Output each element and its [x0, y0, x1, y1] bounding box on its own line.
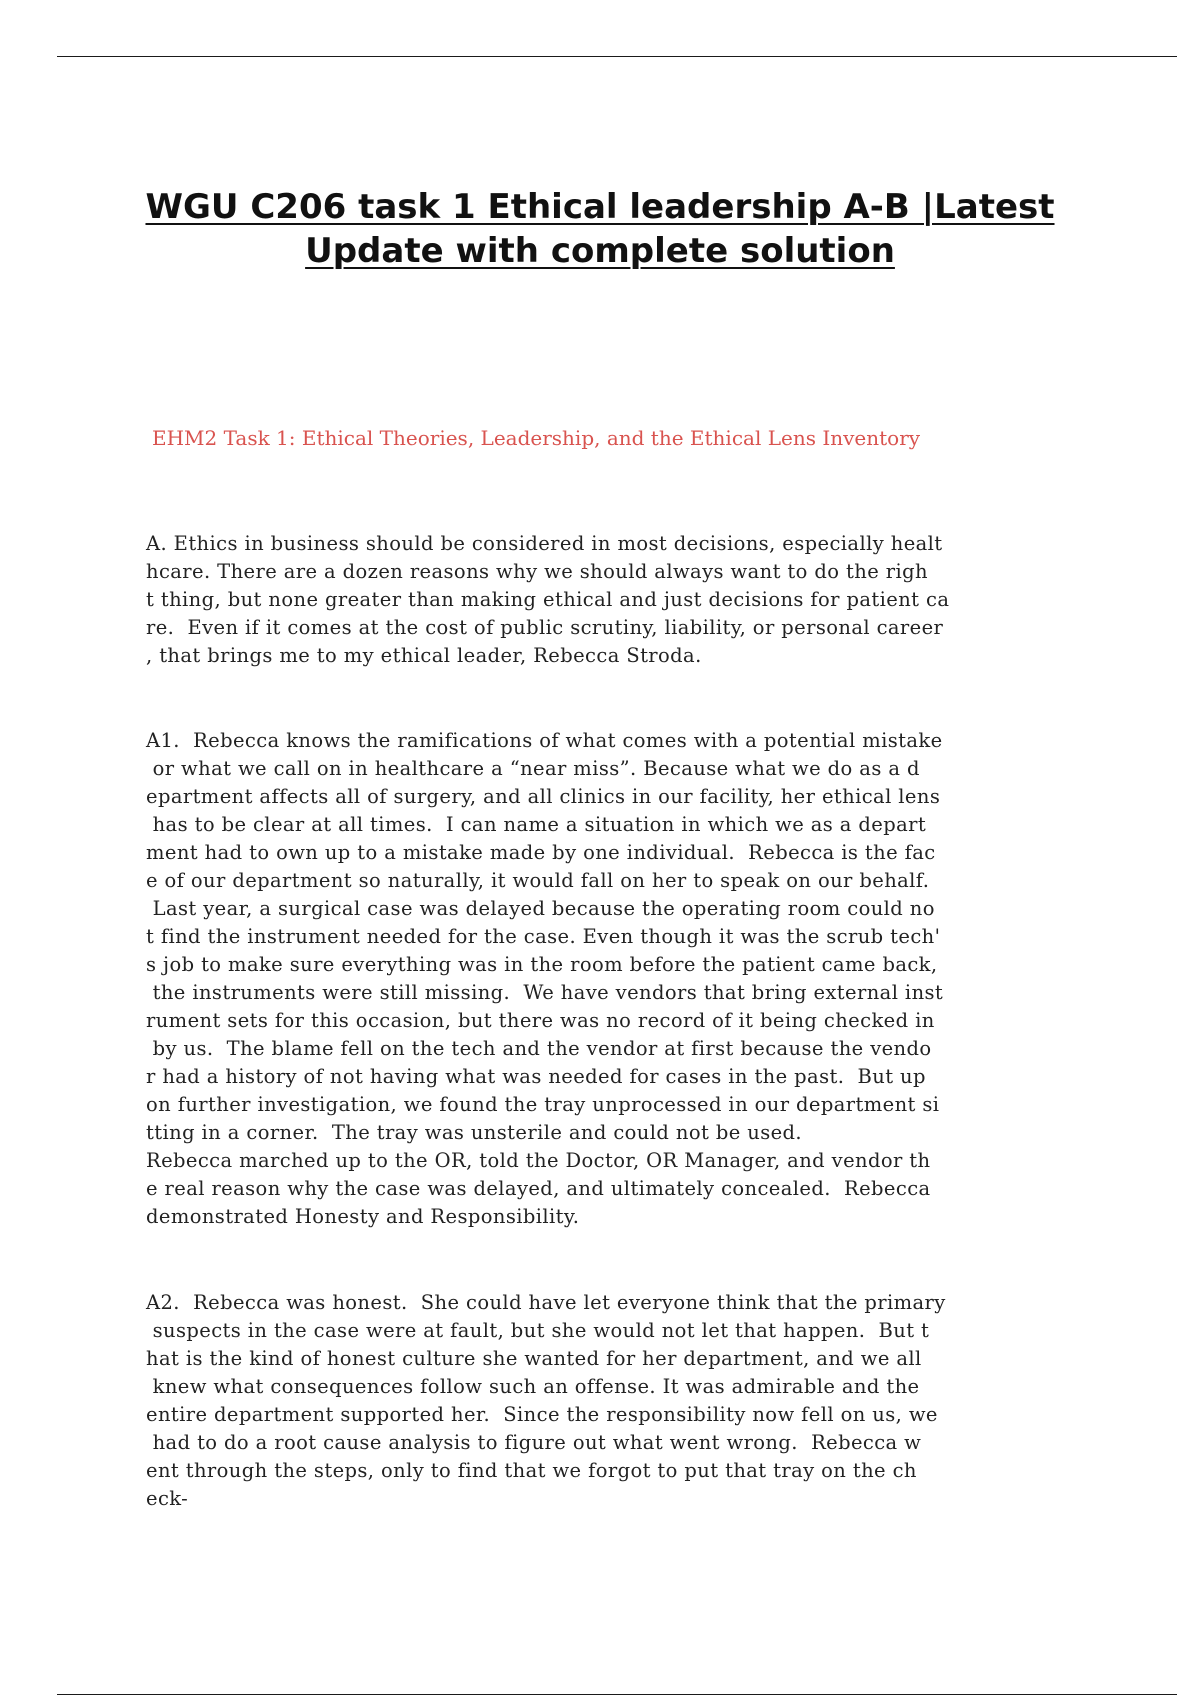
text-line: e real reason why the case was delayed, and ultimately concealed. Rebecca	[146, 1177, 931, 1200]
text-line: t find the instrument needed for the case. Even though it was the scrub tech'	[146, 925, 941, 948]
text-line: or what we call on in healthcare a “near miss”. Because what we do as a d	[146, 757, 920, 780]
paragraph-a2	[146, 1289, 1090, 1513]
bottom-rule	[57, 1694, 1177, 1695]
text-line: A1. Rebecca knows the ramifications of what comes with a potential mistake	[146, 729, 943, 752]
text-line: rument sets for this occasion, but there was no record of it being checked in	[146, 1009, 935, 1032]
section-subtitle: EHM2 Task 1: Ethical Theories, Leadership, and the Ethical Lens Inventory	[152, 426, 921, 450]
title-line-2: Update with complete solution	[305, 231, 895, 271]
text-line: A. Ethics in business should be considered in most decisions, especially healt	[146, 532, 943, 555]
text-line: has to be clear at all times. I can name a situation in which we as a depart	[146, 813, 927, 836]
text-line: entire department supported her. Since the responsibility now fell on us, we	[146, 1403, 938, 1426]
text-line: on further investigation, we found the tray unprocessed in our department si	[146, 1093, 940, 1116]
text-line: eck-	[146, 1487, 189, 1510]
text-line: hat is the kind of honest culture she wanted for her department, and we all	[146, 1347, 922, 1370]
text-line: suspects in the case were at fault, but she would not let that happen. But t	[146, 1319, 930, 1342]
text-line: knew what consequences follow such an offense. It was admirable and the	[146, 1375, 920, 1398]
text-line: ent through the steps, only to find that we forgot to put that tray on the ch	[146, 1459, 917, 1482]
text-line: , that brings me to my ethical leader, Rebecca Stroda.	[146, 644, 702, 667]
text-line: demonstrated Honesty and Responsibility.	[146, 1205, 580, 1228]
text-line: epartment affects all of surgery, and all clinics in our facility, her ethical lens	[146, 785, 941, 808]
text-line: by us. The blame fell on the tech and the vendor at first because the vendo	[146, 1037, 932, 1060]
text-line: hcare. There are a dozen reasons why we should always want to do the righ	[146, 560, 928, 583]
text-line: e of our department so naturally, it would fall on her to speak on our behalf.	[146, 869, 930, 892]
text-line: r had a history of not having what was needed for cases in the past. But up	[146, 1065, 926, 1088]
text-line: ment had to own up to a mistake made by one individual. Rebecca is the fac	[146, 841, 936, 864]
text-line: t thing, but none greater than making ethical and just decisions for patient ca	[146, 588, 950, 611]
document-title	[100, 185, 1100, 273]
text-line: had to do a root cause analysis to figure out what went wrong. Rebecca w	[146, 1431, 922, 1454]
paragraph-a	[146, 530, 1090, 670]
text-line: the instruments were still missing. We have vendors that bring external inst	[146, 981, 944, 1004]
text-line: A2. Rebecca was honest. She could have let everyone think that the primary	[146, 1291, 946, 1314]
text-line: re. Even if it comes at the cost of public scrutiny, liability, or personal career	[146, 616, 944, 639]
text-line: s job to make sure everything was in the room before the patient came back,	[146, 953, 938, 976]
text-line: tting in a corner. The tray was unsterile and could not be used.	[146, 1121, 803, 1144]
paragraph-a1	[146, 727, 1090, 1231]
top-rule	[57, 56, 1177, 57]
text-line: Rebecca marched up to the OR, told the Doctor, OR Manager, and vendor th	[146, 1149, 931, 1172]
title-line-1: WGU C206 task 1 Ethical leadership A-B |Latest	[145, 187, 1055, 227]
text-line: Last year, a surgical case was delayed because the operating room could no	[146, 897, 935, 920]
